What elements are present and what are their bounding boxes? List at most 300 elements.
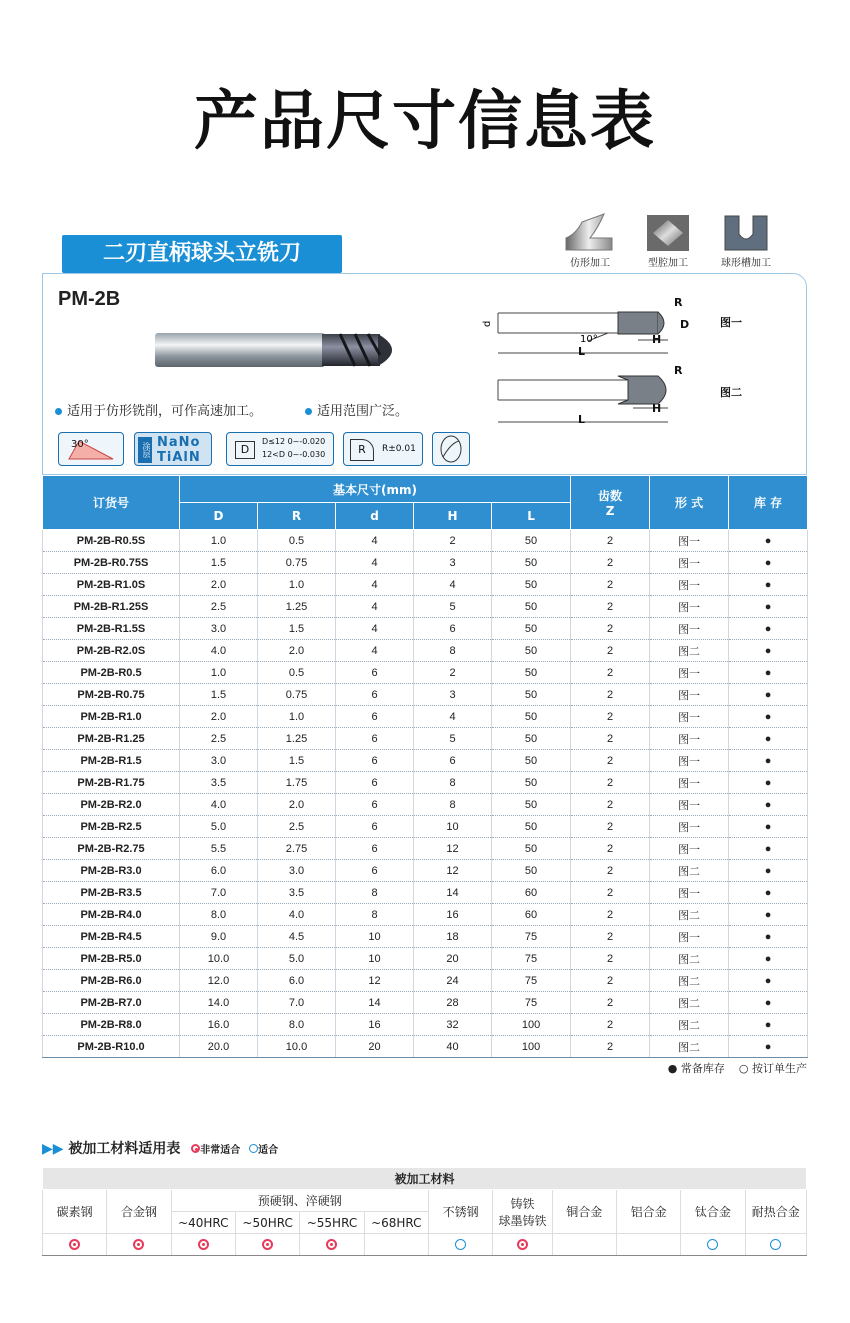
stock-cell: ● <box>729 904 808 926</box>
order-code-cell: PM-2B-R2.5 <box>43 816 180 838</box>
order-code-cell: PM-2B-R0.5S <box>43 530 180 552</box>
table-cell: 图二 <box>650 1014 729 1036</box>
stock-cell: ● <box>729 1036 808 1058</box>
mat-55hrc: ~55HRC <box>300 1212 364 1234</box>
table-row <box>43 904 808 926</box>
table-cell: 2 <box>571 816 650 838</box>
ball-groove-icon <box>721 212 771 254</box>
table-cell: 12 <box>336 970 414 992</box>
table-cell: 1.0 <box>180 530 258 552</box>
table-cell: 4.5 <box>258 926 336 948</box>
table-cell: 2 <box>571 662 650 684</box>
app-label: 仿形加工 <box>570 258 610 269</box>
table-cell: 6 <box>336 706 414 728</box>
table-row <box>43 1014 808 1036</box>
table-cell: 2 <box>571 860 650 882</box>
table-cell: 6 <box>336 684 414 706</box>
table-cell: 3.0 <box>180 618 258 640</box>
diagram-D: D <box>680 318 690 331</box>
table-cell: 3.0 <box>258 860 336 882</box>
very-suitable-icon <box>69 1239 80 1250</box>
table-row <box>43 860 808 882</box>
table-cell: 2 <box>571 794 650 816</box>
table-cell: 图二 <box>650 970 729 992</box>
table-cell: 5.5 <box>180 838 258 860</box>
mat-aluminum: 铝合金 <box>616 1190 680 1234</box>
table-cell: 5 <box>414 596 492 618</box>
very-suitable-icon <box>133 1239 144 1250</box>
table-cell: 5.0 <box>180 816 258 838</box>
header-H: H <box>414 503 492 530</box>
table-cell: 14 <box>336 992 414 1014</box>
stock-cell: ● <box>729 618 808 640</box>
table-cell: 1.75 <box>258 772 336 794</box>
table-cell: 6.0 <box>180 860 258 882</box>
table-cell: 32 <box>414 1014 492 1036</box>
table-cell: 2 <box>571 530 650 552</box>
suitability-cell <box>616 1234 680 1256</box>
table-cell: 图二 <box>650 640 729 662</box>
table-cell: 50 <box>492 772 571 794</box>
stock-cell: ● <box>729 530 808 552</box>
diagram-R: R <box>674 296 683 309</box>
mat-50hrc: ~50HRC <box>235 1212 299 1234</box>
helix-angle-badge: 30° <box>58 432 124 466</box>
mat-carbon-steel: 碳素钢 <box>43 1190 107 1234</box>
table-cell: 100 <box>492 1036 571 1058</box>
ball-nose-badge <box>432 432 470 466</box>
table-cell: 1.5 <box>258 750 336 772</box>
table-cell: 50 <box>492 662 571 684</box>
table-row <box>43 772 808 794</box>
table-cell: 2.0 <box>180 706 258 728</box>
table-cell: 8 <box>336 882 414 904</box>
table-cell: 图一 <box>650 530 729 552</box>
table-cell: 4 <box>336 552 414 574</box>
table-cell: 50 <box>492 640 571 662</box>
table-cell: 24 <box>414 970 492 992</box>
table-cell: 2.0 <box>180 574 258 596</box>
svg-text:10°: 10° <box>580 334 598 345</box>
table-cell: 4 <box>336 618 414 640</box>
table-cell: 10.0 <box>180 948 258 970</box>
table-cell: 6 <box>336 772 414 794</box>
feature-1: 适用于仿形铣削，可作高速加工。 <box>55 400 262 419</box>
suitable-icon <box>249 1144 258 1153</box>
table-cell: 8.0 <box>258 1014 336 1036</box>
stock-legend <box>668 1060 807 1076</box>
order-code-cell: PM-2B-R2.0S <box>43 640 180 662</box>
very-suitable-icon <box>198 1239 209 1250</box>
table-cell: 6 <box>336 816 414 838</box>
table-cell: 3 <box>414 684 492 706</box>
table-cell: 2 <box>571 750 650 772</box>
diagram-fig2-L: L <box>578 413 586 426</box>
spec-table <box>42 475 808 1058</box>
stock-cell: ● <box>729 640 808 662</box>
table-row <box>43 530 808 552</box>
table-cell: 2 <box>571 838 650 860</box>
table-cell: 6 <box>336 662 414 684</box>
order-code-cell: PM-2B-R0.75S <box>43 552 180 574</box>
table-cell: 6 <box>336 750 414 772</box>
suitability-cell <box>235 1234 299 1256</box>
profile-machining-icon <box>562 212 618 254</box>
table-cell: 3.0 <box>180 750 258 772</box>
table-cell: 8 <box>414 640 492 662</box>
app-label: 型腔加工 <box>648 258 688 269</box>
table-row <box>43 1036 808 1058</box>
table-cell: 16 <box>336 1014 414 1036</box>
ball-nose-icon <box>433 433 469 465</box>
suitability-cell <box>552 1234 616 1256</box>
table-row <box>43 574 808 596</box>
table-cell: 2 <box>571 640 650 662</box>
table-cell: 图一 <box>650 816 729 838</box>
table-cell: 50 <box>492 530 571 552</box>
table-cell: 8 <box>336 904 414 926</box>
table-cell: 7.0 <box>258 992 336 1014</box>
table-cell: 50 <box>492 860 571 882</box>
table-cell: 12.0 <box>180 970 258 992</box>
table-cell: 6 <box>336 838 414 860</box>
stock-cell: ● <box>729 706 808 728</box>
table-cell: 1.5 <box>180 552 258 574</box>
table-cell: 4.0 <box>180 794 258 816</box>
table-cell: 10 <box>336 926 414 948</box>
table-cell: 6 <box>414 618 492 640</box>
table-cell: 2 <box>571 970 650 992</box>
stock-cell: ● <box>729 750 808 772</box>
stock-cell: ● <box>729 794 808 816</box>
table-cell: 4 <box>414 574 492 596</box>
table-cell: 2 <box>571 618 650 640</box>
order-code-cell: PM-2B-R1.75 <box>43 772 180 794</box>
diagram-fig2-H: H <box>652 402 662 415</box>
table-row <box>43 970 808 992</box>
model-code: PM-2B <box>58 288 121 310</box>
table-row <box>43 948 808 970</box>
table-cell: 4.0 <box>180 640 258 662</box>
table-cell: 图一 <box>650 662 729 684</box>
table-cell: 2 <box>571 728 650 750</box>
order-code-cell: PM-2B-R1.5 <box>43 750 180 772</box>
table-cell: 0.75 <box>258 684 336 706</box>
mat-68hrc: ~68HRC <box>364 1212 428 1234</box>
table-cell: 75 <box>492 948 571 970</box>
table-cell: 图一 <box>650 794 729 816</box>
table-cell: 9.0 <box>180 926 258 948</box>
table-cell: 3.5 <box>180 772 258 794</box>
table-row <box>43 838 808 860</box>
table-cell: 图一 <box>650 728 729 750</box>
app-ball-groove <box>711 212 781 269</box>
table-cell: 图二 <box>650 904 729 926</box>
order-code-cell: PM-2B-R3.5 <box>43 882 180 904</box>
table-cell: 2.5 <box>180 728 258 750</box>
diagram-H: H <box>652 333 662 346</box>
stock-cell: ● <box>729 948 808 970</box>
table-row <box>43 662 808 684</box>
order-code-cell: PM-2B-R4.5 <box>43 926 180 948</box>
table-cell: 75 <box>492 926 571 948</box>
table-row <box>43 926 808 948</box>
header-stock: 库 存 <box>729 476 808 530</box>
table-cell: 2.5 <box>258 816 336 838</box>
legend-in-stock: ● 常备库存 <box>667 1062 725 1075</box>
order-code-cell: PM-2B-R1.5S <box>43 618 180 640</box>
materials-header: 被加工材料 <box>43 1168 807 1190</box>
table-cell: 50 <box>492 750 571 772</box>
table-cell: 2.5 <box>180 596 258 618</box>
table-cell: 2 <box>571 552 650 574</box>
table-cell: 50 <box>492 552 571 574</box>
table-cell: 1.5 <box>258 618 336 640</box>
stock-cell: ● <box>729 970 808 992</box>
legend-to-order: ○ 按订单生产 <box>738 1062 807 1075</box>
table-cell: 4 <box>336 530 414 552</box>
table-cell: 75 <box>492 970 571 992</box>
suitability-cell <box>745 1234 806 1256</box>
table-cell: 0.5 <box>258 530 336 552</box>
order-code-cell: PM-2B-R1.0S <box>43 574 180 596</box>
play-icon: ▶▶ <box>42 1141 64 1157</box>
table-cell: 60 <box>492 882 571 904</box>
suitability-cell <box>43 1234 107 1256</box>
stock-cell: ● <box>729 574 808 596</box>
table-cell: 2 <box>571 1014 650 1036</box>
materials-title: ▶▶ 被加工材料适用表 非常适合 适合 <box>42 1141 279 1157</box>
table-cell: 图一 <box>650 750 729 772</box>
table-cell: 10.0 <box>258 1036 336 1058</box>
table-cell: 图一 <box>650 772 729 794</box>
suitability-cell <box>107 1234 171 1256</box>
table-cell: 2 <box>571 926 650 948</box>
order-code-cell: PM-2B-R4.0 <box>43 904 180 926</box>
table-cell: 50 <box>492 574 571 596</box>
table-cell: 4 <box>414 706 492 728</box>
mat-hardened-group: 预硬钢、淬硬钢 <box>171 1190 428 1212</box>
diagram-fig2-R: R <box>674 364 683 377</box>
table-cell: 图二 <box>650 1036 729 1058</box>
page-title: 产品尺寸信息表 <box>194 85 656 159</box>
table-cell: 2 <box>571 596 650 618</box>
table-cell: 8.0 <box>180 904 258 926</box>
table-cell: 图一 <box>650 618 729 640</box>
table-cell: 50 <box>492 838 571 860</box>
table-cell: 4 <box>336 596 414 618</box>
very-suitable-icon <box>262 1239 273 1250</box>
table-cell: 4 <box>336 574 414 596</box>
table-cell: 20 <box>336 1036 414 1058</box>
stock-cell: ● <box>729 1014 808 1036</box>
table-cell: 2 <box>414 662 492 684</box>
suitability-cell <box>428 1234 492 1256</box>
table-cell: 图二 <box>650 948 729 970</box>
app-cavity <box>633 212 703 269</box>
table-cell: 0.5 <box>258 662 336 684</box>
header-order-no: 订货号 <box>43 476 180 530</box>
table-cell: 图一 <box>650 574 729 596</box>
table-cell: 2.75 <box>258 838 336 860</box>
header-D: D <box>180 503 258 530</box>
order-code-cell: PM-2B-R8.0 <box>43 1014 180 1036</box>
table-cell: 28 <box>414 992 492 1014</box>
table-row <box>43 882 808 904</box>
order-code-cell: PM-2B-R0.5 <box>43 662 180 684</box>
header-form: 形 式 <box>650 476 729 530</box>
table-cell: 8 <box>414 794 492 816</box>
very-suitable-icon <box>326 1239 337 1250</box>
stock-cell: ● <box>729 926 808 948</box>
table-cell: 图二 <box>650 992 729 1014</box>
end-mill-image <box>150 325 410 375</box>
table-cell: 50 <box>492 618 571 640</box>
table-cell: 1.25 <box>258 596 336 618</box>
table-row <box>43 596 808 618</box>
table-cell: 4.0 <box>258 904 336 926</box>
table-row <box>43 552 808 574</box>
header-basic-size: 基本尺寸(mm) <box>180 476 571 503</box>
table-row <box>43 684 808 706</box>
order-code-cell: PM-2B-R6.0 <box>43 970 180 992</box>
stock-cell: ● <box>729 772 808 794</box>
table-row <box>43 640 808 662</box>
mat-copper: 铜合金 <box>552 1190 616 1234</box>
suitable-icon <box>455 1239 466 1250</box>
table-cell: 2.0 <box>258 640 336 662</box>
stock-cell: ● <box>729 992 808 1014</box>
table-cell: 图一 <box>650 882 729 904</box>
stock-cell: ● <box>729 860 808 882</box>
table-cell: 12 <box>414 838 492 860</box>
stock-cell: ● <box>729 552 808 574</box>
table-cell: 2 <box>571 772 650 794</box>
table-cell: 2 <box>571 948 650 970</box>
stock-cell: ● <box>729 596 808 618</box>
table-cell: 5.0 <box>258 948 336 970</box>
table-cell: 1.0 <box>258 706 336 728</box>
table-cell: 2 <box>571 706 650 728</box>
table-row <box>43 728 808 750</box>
table-cell: 图一 <box>650 706 729 728</box>
header-d: d <box>336 503 414 530</box>
table-cell: 50 <box>492 596 571 618</box>
table-cell: 16 <box>414 904 492 926</box>
table-cell: 20 <box>414 948 492 970</box>
table-cell: 14 <box>414 882 492 904</box>
table-cell: 50 <box>492 794 571 816</box>
order-code-cell: PM-2B-R1.25 <box>43 728 180 750</box>
suitability-cell <box>493 1234 552 1256</box>
table-cell: 50 <box>492 706 571 728</box>
table-cell: 50 <box>492 684 571 706</box>
table-cell: 6 <box>336 794 414 816</box>
table-cell: 3.5 <box>258 882 336 904</box>
header-L: L <box>492 503 571 530</box>
table-row <box>43 992 808 1014</box>
header-teeth: 齿数 Z <box>571 476 650 530</box>
order-code-cell: PM-2B-R5.0 <box>43 948 180 970</box>
table-cell: 18 <box>414 926 492 948</box>
table-cell: 100 <box>492 1014 571 1036</box>
product-name-tab: 二刃直柄球头立铣刀 <box>62 235 342 273</box>
stock-cell: ● <box>729 816 808 838</box>
suitability-cell <box>171 1234 235 1256</box>
cavity-machining-icon <box>643 212 693 254</box>
table-cell: 40 <box>414 1036 492 1058</box>
table-row <box>43 750 808 772</box>
table-row <box>43 706 808 728</box>
table-cell: 6 <box>336 860 414 882</box>
order-code-cell: PM-2B-R2.0 <box>43 794 180 816</box>
table-cell: 4 <box>336 640 414 662</box>
table-cell: 20.0 <box>180 1036 258 1058</box>
table-cell: 2 <box>414 530 492 552</box>
r-tolerance-badge: R R±0.01 <box>343 432 423 466</box>
table-row <box>43 794 808 816</box>
very-suitable-icon <box>191 1144 200 1153</box>
suitable-icon <box>707 1239 718 1250</box>
suitability-cell <box>300 1234 364 1256</box>
table-cell: 0.75 <box>258 552 336 574</box>
mat-40hrc: ~40HRC <box>171 1212 235 1234</box>
table-cell: 图一 <box>650 684 729 706</box>
table-cell: 8 <box>414 772 492 794</box>
diagram-L: L <box>578 345 586 358</box>
table-cell: 1.0 <box>180 662 258 684</box>
table-cell: 2 <box>571 684 650 706</box>
table-cell: 6 <box>336 728 414 750</box>
stock-cell: ● <box>729 662 808 684</box>
mat-heat-resistant: 耐热合金 <box>745 1190 806 1234</box>
diagram-fig1-label: 图一 <box>720 316 742 329</box>
table-cell: 2 <box>571 904 650 926</box>
mat-titanium: 钛合金 <box>681 1190 745 1234</box>
table-cell: 图一 <box>650 838 729 860</box>
stock-cell: ● <box>729 684 808 706</box>
table-cell: 16.0 <box>180 1014 258 1036</box>
feature-2: 适用范围广泛。 <box>305 400 408 419</box>
order-code-cell: PM-2B-R3.0 <box>43 860 180 882</box>
suitability-cell <box>681 1234 745 1256</box>
stock-cell: ● <box>729 838 808 860</box>
order-code-cell: PM-2B-R7.0 <box>43 992 180 1014</box>
suitable-icon <box>770 1239 781 1250</box>
table-cell: 1.25 <box>258 728 336 750</box>
app-label: 球形槽加工 <box>721 258 771 269</box>
coating-badge: 涂层 NaNo TiAlN <box>134 432 212 466</box>
table-cell: 1.5 <box>180 684 258 706</box>
table-cell: 2 <box>571 1036 650 1058</box>
suitability-cell <box>364 1234 428 1256</box>
order-code-cell: PM-2B-R1.0 <box>43 706 180 728</box>
stock-cell: ● <box>729 728 808 750</box>
table-row <box>43 618 808 640</box>
svg-text:d: d <box>482 320 493 327</box>
table-cell: 10 <box>414 816 492 838</box>
stock-cell: ● <box>729 882 808 904</box>
table-cell: 图一 <box>650 926 729 948</box>
table-cell: 7.0 <box>180 882 258 904</box>
header-R: R <box>258 503 336 530</box>
table-cell: 50 <box>492 728 571 750</box>
d-tolerance-badge: D D≤12 0~-0.020 12<D 0~-0.030 <box>226 432 334 466</box>
very-suitable-icon <box>517 1239 528 1250</box>
table-cell: 50 <box>492 816 571 838</box>
order-code-cell: PM-2B-R1.25S <box>43 596 180 618</box>
table-cell: 10 <box>336 948 414 970</box>
